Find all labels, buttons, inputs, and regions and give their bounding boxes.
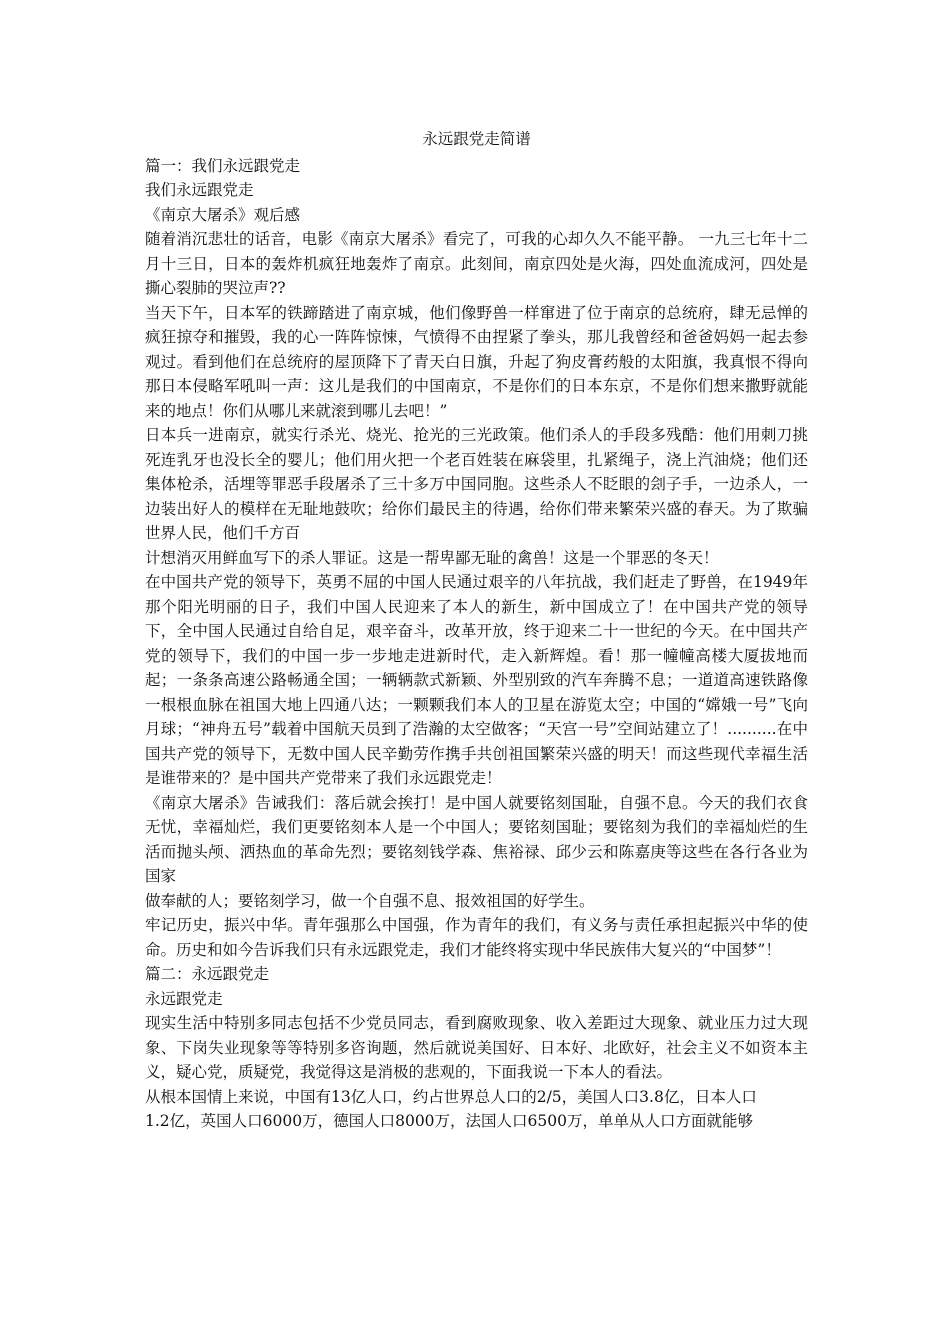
- body-paragraph: 现实生活中特别多同志包括不少党员同志，看到腐败现象、收入差距过大现象、就业压力过大现象、下岗失业现象等等特别多咨询题，然后就说美国好、日本好、北欧好，社会主义不如资本主义，疑心党，质疑党，我觉得这是消极的悲观的，下面我说一下本人的看法。: [145, 1014, 808, 1081]
- body-paragraph: 我们永远跟党走: [145, 181, 254, 199]
- body-paragraph: 在中国共产党的领导下，英勇不屈的中国人民通过艰辛的八年抗战，我们赶走了野兽，在1949年那个阳光明丽的日子，我们中国人民迎来了本人的新生，新中国成立了！在中国共产党的领导下，全中国人民通过自给自足，艰辛奋斗，改革开放，终于迎来二十一世纪的今天。在中国共产党的领导下，我们的中国一步一步地走进新时代，走入新辉煌。看！那一幢幢高楼大厦拔地而起；一条条高速公路畅通全国；一辆辆款式新颖、外型别致的汽车奔腾不息；一道道高速铁路像一根根血脉在祖国大地上四通八达；一颗颗我们本人的卫星在游览太空；中国的“嫦娥一号”飞向月球；“神舟五号”载着中国航天员到了浩瀚的太空做客；“天宫一号”空间站建立了！..........在中国共产党的领导下，无数中国人民辛勤劳作携手共创祖国繁荣兴盛的明天！而这些现代幸福生活是谁带来的？是中国共产党带来了我们永远跟党走！: [145, 573, 808, 787]
- body-paragraph: 日本兵一进南京，就实行杀光、烧光、抢光的三光政策。他们杀人的手段多残酷：他们用刺刀挑死连乳牙也没长全的婴儿；他们用火把一个老百姓装在麻袋里，扎紧绳子，浇上汽油烧；他们还集体枪杀，活埋等罪恶手段屠杀了三十多万中国同胞。这些杀人不眨眼的刽子手，一边杀人，一边装出好人的模样在无耻地鼓吹；给你们最民主的待遇，给你们带来繁荣兴盛的春天。为了欺骗世界人民，他们千方百: [145, 426, 808, 542]
- body-paragraph: 《南京大屠杀》观后感: [145, 205, 301, 224]
- document-body: [145, 154, 808, 1134]
- body-paragraph: 计想消灭用鲜血写下的杀人罪证。这是一帮卑鄙无耻的禽兽！这是一个罪恶的冬天！: [145, 548, 719, 567]
- document-title: 永远跟党走简谱: [422, 130, 531, 148]
- body-paragraph: 随着消沉悲壮的话音，电影《南京大屠杀》看完了，可我的心却久久不能平静。 一九三七年十二月十三日，日本的轰炸机疯狂地轰炸了南京。此刻间，南京四处是火海，四处血流成河，四处是撕心裂肺的哭泣声??: [145, 230, 808, 297]
- body-paragraph: 当天下午，日本军的铁蹄踏进了南京城，他们像野兽一样窜进了位于南京的总统府，肆无忌惮的疯狂掠夺和摧毁，我的心一阵阵惊悚，气愤得不由捏紧了拳头，那儿我曾经和爸爸妈妈一起去参观过。看到他们在总统府的屋顶降下了青天白日旗，升起了狗皮膏药般的太阳旗，我真恨不得向那日本侵略军吼叫一声：这儿是我们的中国南京，不是你们的日本东京，不是你们想来撒野就能来的地点！你们从哪儿来就滚到哪儿去吧！”: [145, 303, 808, 420]
- body-paragraph: 牢记历史，振兴中华。青年强那么中国强，作为青年的我们，有义务与责任承担起振兴中华的使命。历史和如今告诉我们只有永远跟党走，我们才能终将实现中华民族伟大复兴的“中国梦”！: [145, 916, 808, 959]
- body-paragraph: 做奉献的人；要铭刻学习，做一个自强不息、报效祖国的好学生。: [145, 891, 595, 910]
- body-paragraph: 永远跟党走: [145, 989, 223, 1008]
- body-paragraph: 《南京大屠杀》告诫我们：落后就会挨打！是中国人就要铭刻国耻，自强不息。今天的我们衣食无忧，幸福灿烂，我们更要铭刻本人是一个中国人；要铭刻国耻；要铭刻为我们的幸福灿烂的生活而抛头颅、洒热血的革命先烈；要铭刻钱学森、焦裕禄、邱少云和陈嘉庚等这些在各行各业为国家: [145, 793, 808, 885]
- body-paragraph: 1.2亿，英国人口6000万，德国人口8000万，法国人口6500万，单单从人口方面就能够: [145, 1112, 753, 1130]
- body-paragraph: 篇一：我们永远跟党走: [145, 156, 301, 175]
- document-page: [145, 127, 808, 1134]
- body-paragraph: 从根本国情上来说，中国有13亿人口，约占世界总人口的2/5，美国人口3.8亿，日本人口: [145, 1087, 757, 1106]
- body-paragraph: 篇二：永远跟党走: [145, 965, 270, 983]
